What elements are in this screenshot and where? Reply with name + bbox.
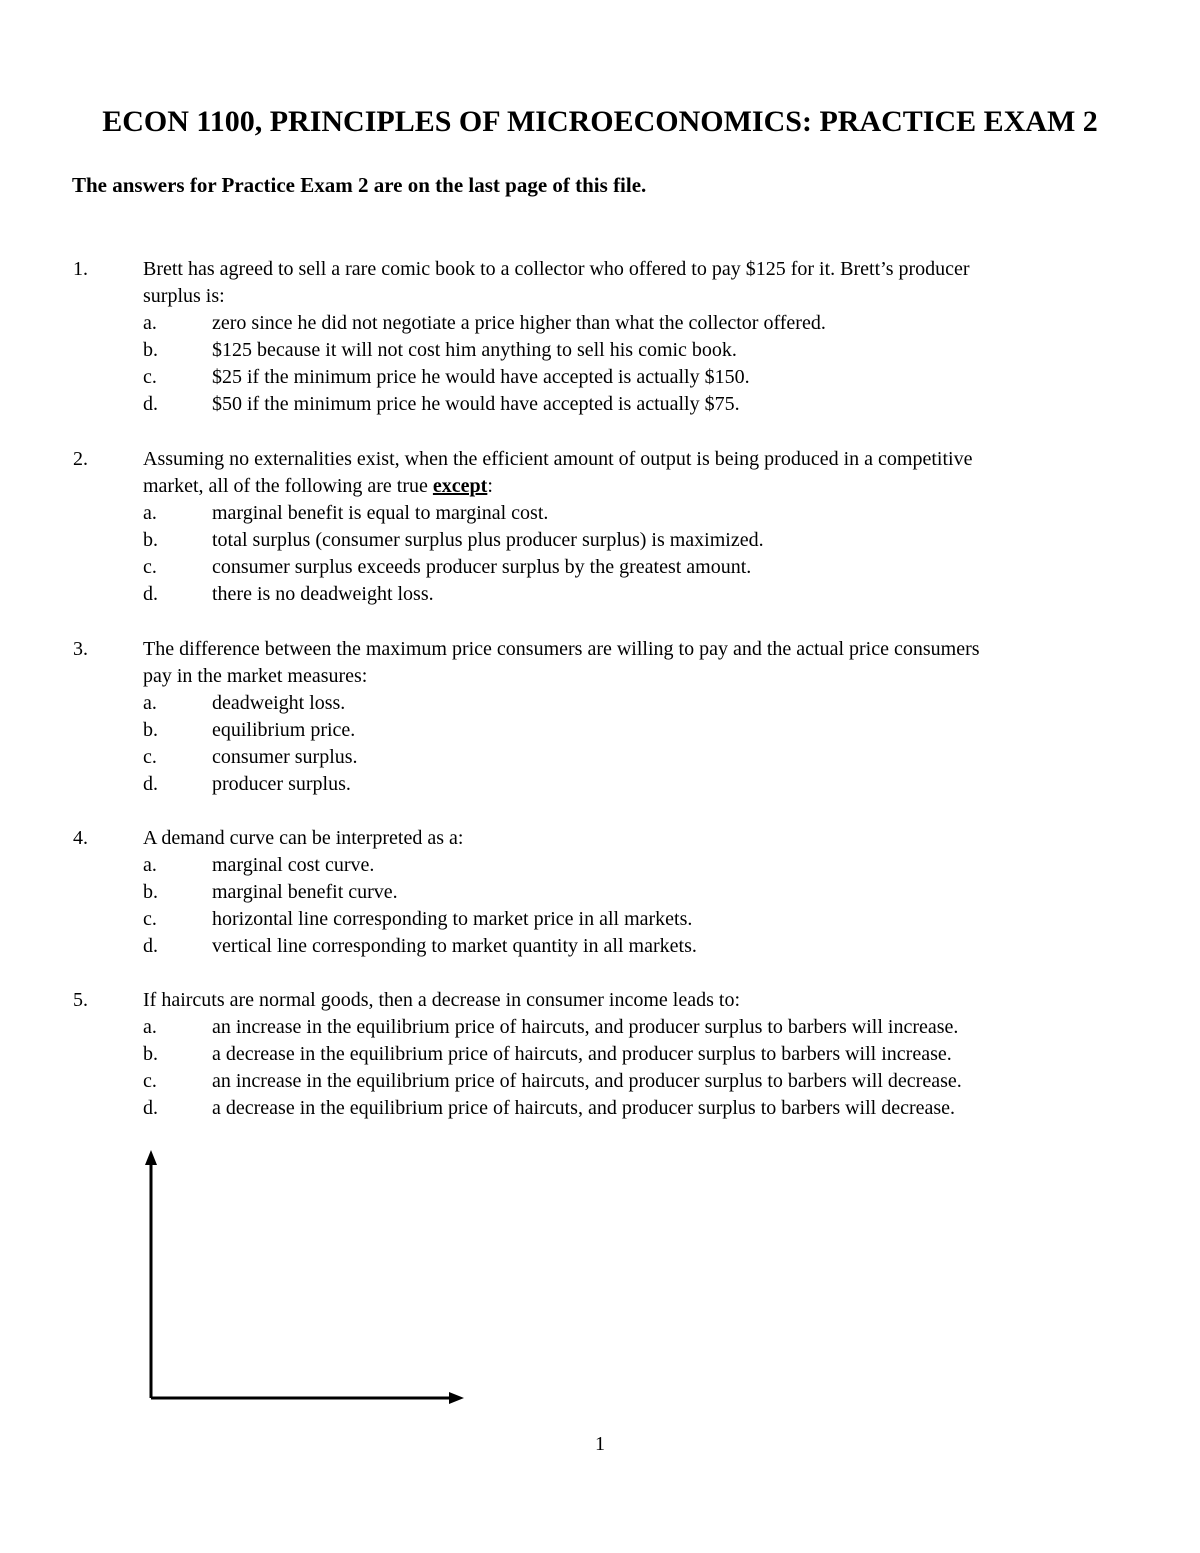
answer-option-c (0, 1068, 1200, 1095)
answer-option-d (0, 581, 1200, 608)
answer-option-c (0, 906, 1200, 933)
option-text: total surplus (consumer surplus plus producer surplus) is maximized. (212, 529, 764, 551)
option-text: horizontal line corresponding to market price in all markets. (212, 908, 693, 930)
answer-option-c (0, 364, 1200, 391)
option-text: marginal benefit is equal to marginal cost. (212, 502, 549, 524)
option-letter: a. (143, 312, 157, 334)
question-stem-line (143, 473, 1143, 500)
page-title: ECON 1100, PRINCIPLES OF MICROECONOMICS: PRACTICE EXAM 2 (102, 105, 1098, 138)
answer-option-b (0, 717, 1200, 744)
question-number: 3. (73, 638, 88, 660)
option-letter: b. (143, 881, 158, 903)
stem-text: : (487, 475, 493, 497)
question-stem (143, 987, 1143, 1014)
option-text: zero since he did not negotiate a price higher than what the collector offered. (212, 312, 826, 334)
option-text: vertical line corresponding to market quantity in all markets. (212, 935, 697, 957)
question-number: 5. (73, 989, 88, 1011)
answer-option-d (0, 771, 1200, 798)
option-letter: b. (143, 719, 158, 741)
option-text: there is no deadweight loss. (212, 583, 434, 605)
question-stem-line: Brett has agreed to sell a rare comic book to a collector who offered to pay $125 for it. Brett’s producer (143, 258, 970, 280)
answer-option-a (0, 500, 1200, 527)
answer-option-d (0, 391, 1200, 418)
question-stem-line: Assuming no externalities exist, when the efficient amount of output is being produced in a competitive (143, 448, 973, 470)
answer-option-b (0, 1041, 1200, 1068)
emphasis-except: except (432, 475, 488, 497)
option-letter: c. (143, 1070, 157, 1092)
option-letter: d. (143, 1097, 158, 1119)
option-text: equilibrium price. (212, 719, 356, 741)
question-stem-line: The difference between the maximum price consumers are willing to pay and the actual price consumers (143, 638, 980, 660)
question-stem (143, 825, 1143, 852)
answer-option-b (0, 879, 1200, 906)
option-text: an increase in the equilibrium price of haircuts, and producer surplus to barbers will decrease. (212, 1070, 962, 1092)
option-text: an increase in the equilibrium price of haircuts, and producer surplus to barbers will increase. (212, 1016, 959, 1038)
option-text: $125 because it will not cost him anything to sell his comic book. (212, 339, 737, 361)
option-text: a decrease in the equilibrium price of haircuts, and producer surplus to barbers will decrease. (212, 1097, 956, 1119)
question-stem (143, 636, 1143, 690)
option-letter: a. (143, 502, 157, 524)
answer-option-c (0, 554, 1200, 581)
option-text: $25 if the minimum price he would have accepted is actually $150. (212, 366, 750, 388)
page-number: 1 (595, 1433, 605, 1455)
option-text: producer surplus. (212, 773, 351, 795)
option-text: consumer surplus. (212, 746, 358, 768)
option-letter: b. (143, 529, 158, 551)
option-letter: a. (143, 1016, 157, 1038)
blank-graph-axes (140, 1148, 480, 1418)
option-letter: d. (143, 393, 158, 415)
option-letter: a. (143, 854, 157, 876)
question-stem-line: A demand curve can be interpreted as a: (143, 827, 464, 849)
option-text: $50 if the minimum price he would have accepted is actually $75. (212, 393, 740, 415)
option-text: consumer surplus exceeds producer surplus by the greatest amount. (212, 556, 752, 578)
option-letter: c. (143, 366, 157, 388)
question-number: 1. (73, 258, 88, 280)
option-letter: c. (143, 746, 157, 768)
answer-option-a (0, 690, 1200, 717)
option-text: deadweight loss. (212, 692, 346, 714)
answer-option-b (0, 527, 1200, 554)
option-text: a decrease in the equilibrium price of haircuts, and producer surplus to barbers will increase. (212, 1043, 952, 1065)
answer-option-b (0, 337, 1200, 364)
option-letter: b. (143, 339, 158, 361)
option-text: marginal cost curve. (212, 854, 375, 876)
answer-option-c (0, 744, 1200, 771)
option-letter: c. (143, 556, 157, 578)
option-letter: c. (143, 908, 157, 930)
option-letter: d. (143, 583, 158, 605)
question-stem-line: surplus is: (143, 285, 225, 307)
x-axis-arrowhead (449, 1392, 464, 1404)
option-letter: a. (143, 692, 157, 714)
question-stem (143, 256, 1143, 310)
answer-option-a (0, 852, 1200, 879)
answer-option-a (0, 310, 1200, 337)
question-stem (143, 446, 1143, 500)
option-letter: b. (143, 1043, 158, 1065)
y-axis-arrowhead (145, 1150, 157, 1165)
option-letter: d. (143, 773, 158, 795)
answer-option-d (0, 1095, 1200, 1122)
question-stem-line: pay in the market measures: (143, 665, 368, 687)
question-number: 2. (73, 448, 88, 470)
answer-option-d (0, 933, 1200, 960)
stem-text: market, all of the following are true (143, 475, 433, 497)
option-letter: d. (143, 935, 158, 957)
option-text: marginal benefit curve. (212, 881, 398, 903)
answer-option-a (0, 1014, 1200, 1041)
question-number: 4. (73, 827, 88, 849)
question-stem-line: If haircuts are normal goods, then a decrease in consumer income leads to: (143, 989, 741, 1011)
answers-note: The answers for Practice Exam 2 are on the last page of this file. (72, 173, 647, 197)
